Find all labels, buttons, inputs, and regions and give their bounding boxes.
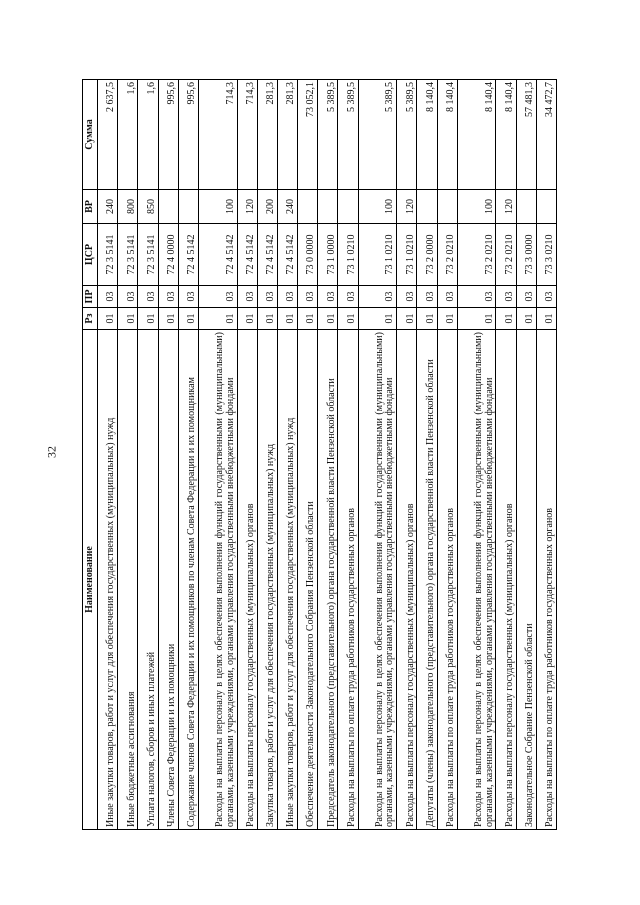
cell-rz: 01 bbox=[437, 308, 457, 330]
cell-rz: 01 bbox=[536, 308, 556, 330]
table-row bbox=[118, 80, 138, 830]
cell-rz: 01 bbox=[496, 308, 516, 330]
cell-sum: 714,3 bbox=[237, 80, 257, 190]
cell-sum: 281,3 bbox=[277, 80, 297, 190]
cell-name: Закупка товаров, работ и услуг для обеспечения государственных (муниципальных) нужд bbox=[257, 330, 277, 830]
table-row bbox=[277, 80, 297, 830]
cell-rz: 01 bbox=[397, 308, 417, 330]
cell-name: Содержание членов Совета Федерации и их помощников по членам Совета Федерации и их помощникам bbox=[178, 330, 198, 830]
header-rz: Рз bbox=[83, 308, 98, 330]
cell-name: Расходы на выплаты персоналу в целях обеспечения выполнения функций государственными (муниципальными) органами, казенными учреждениями, органами управления государственными внебюджетными фондами bbox=[457, 330, 496, 830]
cell-vr: 120 bbox=[397, 190, 417, 224]
cell-rz: 01 bbox=[237, 308, 257, 330]
cell-name: Иные закупки товаров, работ и услуг для обеспечения государственных (муниципальных) нужд bbox=[277, 330, 297, 830]
cell-csr: 72 4 0000 bbox=[158, 224, 178, 286]
cell-pr: 03 bbox=[417, 286, 437, 308]
cell-csr: 73 1 0210 bbox=[358, 224, 397, 286]
cell-csr: 73 2 0000 bbox=[417, 224, 437, 286]
cell-csr: 73 2 0210 bbox=[496, 224, 516, 286]
cell-pr: 03 bbox=[298, 286, 318, 308]
table-row bbox=[98, 80, 118, 830]
cell-vr bbox=[178, 190, 198, 224]
cell-pr: 03 bbox=[358, 286, 397, 308]
cell-csr: 72 4 5142 bbox=[178, 224, 198, 286]
page-number: 32 bbox=[44, 446, 59, 458]
table-row bbox=[158, 80, 178, 830]
cell-pr: 03 bbox=[98, 286, 118, 308]
cell-pr: 03 bbox=[516, 286, 536, 308]
cell-name: Расходы на выплаты персоналу государственных (муниципальных) органов bbox=[237, 330, 257, 830]
table-row bbox=[237, 80, 257, 830]
cell-vr bbox=[516, 190, 536, 224]
table-row bbox=[496, 80, 516, 830]
cell-csr: 72 4 5142 bbox=[257, 224, 277, 286]
table-row bbox=[397, 80, 417, 830]
table-row bbox=[437, 80, 457, 830]
cell-vr bbox=[318, 190, 338, 224]
cell-csr: 72 4 5142 bbox=[277, 224, 297, 286]
cell-name: Расходы на выплаты персоналу в целях обеспечения выполнения функций государственными (муниципальными) органами, казенными учреждениями, органами управления государственными внебюджетными фондами bbox=[198, 330, 237, 830]
rotated-page bbox=[82, 80, 557, 830]
cell-csr: 73 1 0210 bbox=[338, 224, 358, 286]
cell-rz: 01 bbox=[257, 308, 277, 330]
cell-rz: 01 bbox=[178, 308, 198, 330]
table-row bbox=[338, 80, 358, 830]
cell-vr bbox=[298, 190, 318, 224]
cell-rz: 01 bbox=[338, 308, 358, 330]
table-row bbox=[536, 80, 556, 830]
table-body bbox=[98, 80, 557, 830]
cell-name: Уплата налогов, сборов и иных платежей bbox=[138, 330, 158, 830]
header-sum: Сумма bbox=[83, 80, 98, 190]
cell-vr bbox=[338, 190, 358, 224]
table-header-row bbox=[83, 80, 98, 830]
cell-csr: 73 3 0000 bbox=[516, 224, 536, 286]
budget-table bbox=[82, 79, 557, 830]
cell-sum: 995,6 bbox=[158, 80, 178, 190]
cell-vr: 100 bbox=[198, 190, 237, 224]
cell-vr: 200 bbox=[257, 190, 277, 224]
cell-name: Расходы на выплаты по оплате труда работников государственных органов bbox=[338, 330, 358, 830]
cell-rz: 01 bbox=[198, 308, 237, 330]
cell-vr: 800 bbox=[118, 190, 138, 224]
cell-csr: 73 0 0000 bbox=[298, 224, 318, 286]
cell-vr: 100 bbox=[457, 190, 496, 224]
cell-vr bbox=[536, 190, 556, 224]
cell-csr: 73 1 0000 bbox=[318, 224, 338, 286]
cell-name: Члены Совета Федерации и их помощники bbox=[158, 330, 178, 830]
cell-rz: 01 bbox=[277, 308, 297, 330]
cell-name: Иные бюджетные ассигнования bbox=[118, 330, 138, 830]
table-row bbox=[457, 80, 496, 830]
cell-pr: 03 bbox=[118, 286, 138, 308]
cell-name: Законодательное Собрание Пензенской области bbox=[516, 330, 536, 830]
cell-sum: 714,3 bbox=[198, 80, 237, 190]
table-row bbox=[318, 80, 338, 830]
cell-rz: 01 bbox=[298, 308, 318, 330]
cell-rz: 01 bbox=[457, 308, 496, 330]
cell-vr bbox=[437, 190, 457, 224]
cell-pr: 03 bbox=[496, 286, 516, 308]
cell-sum: 57 481,3 bbox=[516, 80, 536, 190]
cell-rz: 01 bbox=[158, 308, 178, 330]
table-row bbox=[257, 80, 277, 830]
cell-sum: 2 637,5 bbox=[98, 80, 118, 190]
cell-sum: 8 140,4 bbox=[457, 80, 496, 190]
cell-pr: 03 bbox=[536, 286, 556, 308]
cell-pr: 03 bbox=[318, 286, 338, 308]
cell-csr: 73 2 0210 bbox=[437, 224, 457, 286]
cell-name: Расходы на выплаты по оплате труда работников государственных органов bbox=[437, 330, 457, 830]
cell-pr: 03 bbox=[198, 286, 237, 308]
cell-csr: 72 3 5141 bbox=[98, 224, 118, 286]
cell-sum: 1,6 bbox=[118, 80, 138, 190]
cell-rz: 01 bbox=[516, 308, 536, 330]
cell-pr: 03 bbox=[138, 286, 158, 308]
cell-name: Расходы на выплаты по оплате труда работников государственных органов bbox=[536, 330, 556, 830]
cell-sum: 5 389,5 bbox=[358, 80, 397, 190]
cell-rz: 01 bbox=[138, 308, 158, 330]
cell-pr: 03 bbox=[178, 286, 198, 308]
header-pr: ПР bbox=[83, 286, 98, 308]
cell-rz: 01 bbox=[118, 308, 138, 330]
cell-pr: 03 bbox=[437, 286, 457, 308]
cell-csr: 73 3 0210 bbox=[536, 224, 556, 286]
cell-name: Председатель законодательного (представительного) органа государственной власти Пензенской области bbox=[318, 330, 338, 830]
cell-sum: 281,3 bbox=[257, 80, 277, 190]
cell-csr: 72 4 5142 bbox=[198, 224, 237, 286]
cell-pr: 03 bbox=[338, 286, 358, 308]
cell-vr: 850 bbox=[138, 190, 158, 224]
cell-sum: 8 140,4 bbox=[437, 80, 457, 190]
cell-vr: 100 bbox=[358, 190, 397, 224]
cell-name: Обеспечение деятельности Законодательного Собрания Пензенской области bbox=[298, 330, 318, 830]
cell-csr: 72 3 5141 bbox=[118, 224, 138, 286]
header-vr: ВР bbox=[83, 190, 98, 224]
cell-name: Расходы на выплаты персоналу в целях обеспечения выполнения функций государственными (муниципальными) органами, казенными учреждениями, органами управления государственными внебюджетными фондами bbox=[358, 330, 397, 830]
cell-pr: 03 bbox=[277, 286, 297, 308]
cell-name: Иные закупки товаров, работ и услуг для обеспечения государственных (муниципальных) нужд bbox=[98, 330, 118, 830]
cell-sum: 1,6 bbox=[138, 80, 158, 190]
cell-sum: 8 140,4 bbox=[417, 80, 437, 190]
cell-sum: 73 052,1 bbox=[298, 80, 318, 190]
cell-vr bbox=[158, 190, 178, 224]
cell-vr bbox=[417, 190, 437, 224]
cell-pr: 03 bbox=[397, 286, 417, 308]
cell-sum: 5 389,5 bbox=[397, 80, 417, 190]
cell-csr: 72 4 5142 bbox=[237, 224, 257, 286]
header-csr: ЦСР bbox=[83, 224, 98, 286]
cell-name: Расходы на выплаты персоналу государственных (муниципальных) органов bbox=[496, 330, 516, 830]
cell-pr: 03 bbox=[158, 286, 178, 308]
table-row bbox=[516, 80, 536, 830]
cell-vr: 120 bbox=[496, 190, 516, 224]
cell-sum: 5 389,5 bbox=[318, 80, 338, 190]
cell-pr: 03 bbox=[257, 286, 277, 308]
cell-csr: 72 3 5141 bbox=[138, 224, 158, 286]
cell-pr: 03 bbox=[457, 286, 496, 308]
table-row bbox=[178, 80, 198, 830]
table-row bbox=[198, 80, 237, 830]
cell-rz: 01 bbox=[358, 308, 397, 330]
cell-rz: 01 bbox=[98, 308, 118, 330]
cell-name: Депутаты (члены) законодательного (представительного) органа государственной власти Пензенской области bbox=[417, 330, 437, 830]
cell-vr: 240 bbox=[98, 190, 118, 224]
cell-vr: 120 bbox=[237, 190, 257, 224]
cell-sum: 995,6 bbox=[178, 80, 198, 190]
table-row bbox=[138, 80, 158, 830]
table-row bbox=[417, 80, 437, 830]
cell-pr: 03 bbox=[237, 286, 257, 308]
cell-sum: 5 389,5 bbox=[338, 80, 358, 190]
header-name: Наименование bbox=[83, 330, 98, 830]
cell-rz: 01 bbox=[417, 308, 437, 330]
table-row bbox=[358, 80, 397, 830]
cell-rz: 01 bbox=[318, 308, 338, 330]
cell-csr: 73 2 0210 bbox=[457, 224, 496, 286]
cell-csr: 73 1 0210 bbox=[397, 224, 417, 286]
cell-vr: 240 bbox=[277, 190, 297, 224]
table-row bbox=[298, 80, 318, 830]
cell-sum: 8 140,4 bbox=[496, 80, 516, 190]
cell-name: Расходы на выплаты персоналу государственных (муниципальных) органов bbox=[397, 330, 417, 830]
cell-sum: 34 472,7 bbox=[536, 80, 556, 190]
